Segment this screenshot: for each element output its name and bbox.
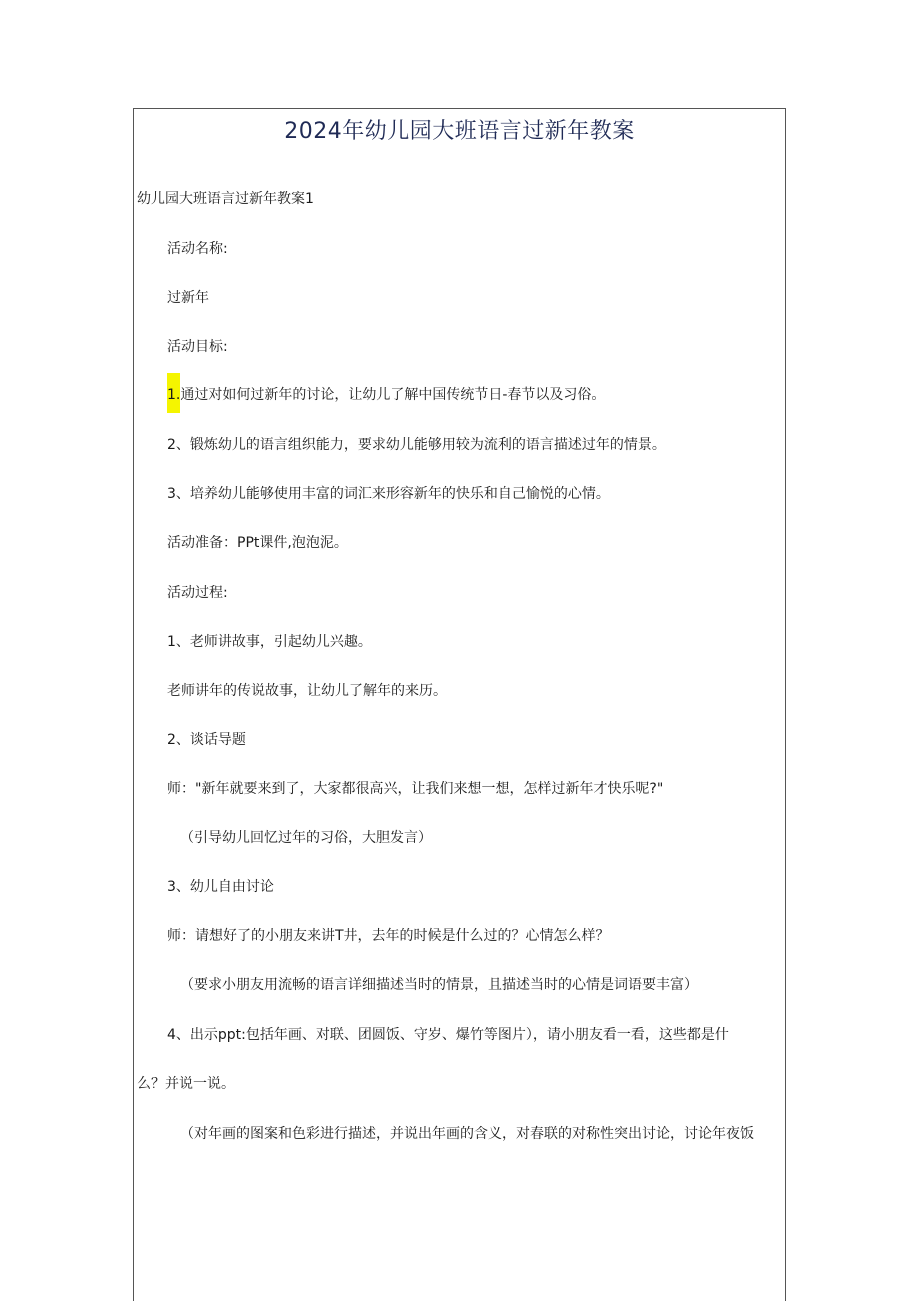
step-4-note: （对年画的图案和色彩进行描述，并说出年画的含义，对春联的对称性突出讨论，讨论年夜饭 — [180, 1126, 754, 1142]
preparation: 活动准备：PPt课件,泡泡泥。 — [167, 535, 348, 551]
step-4-line-1: 4、出示ppt:包括年画、对联、团圆饭、守岁、爆竹等图片），请小朋友看一看，这些都是什 — [167, 1027, 729, 1043]
activity-name-value: 过新年 — [167, 290, 209, 306]
process-label: 活动过程: — [167, 585, 228, 601]
step-1-detail: 老师讲年的传说故事，让幼儿了解年的来历。 — [167, 683, 447, 699]
goal-1-number-highlight: 1. — [167, 373, 180, 413]
section-heading: 幼儿园大班语言过新年教案1 — [137, 191, 314, 207]
step-3-teacher: 师：请想好了的小朋友来讲T井，去年的时候是什么过的？心情怎么样？ — [167, 928, 610, 944]
step-2-teacher: 师："新年就要来到了，大家都很高兴，让我们来想一想，怎样过新年才快乐呢?" — [167, 781, 664, 797]
step-2: 2、谈话导题 — [167, 732, 246, 748]
step-1: 1、老师讲故事，引起幼儿兴趣。 — [167, 634, 372, 650]
step-3-note: （要求小朋友用流畅的语言详细描述当时的情景，且描述当时的心情是词语要丰富） — [180, 977, 698, 993]
goal-3: 3、培养幼儿能够使用丰富的词汇来形容新年的快乐和自己愉悦的心情。 — [167, 486, 610, 502]
step-2-note: （引导幼儿回忆过年的习俗，大胆发言） — [180, 830, 432, 846]
goal-1-text: 通过对如何过新年的讨论，让幼儿了解中国传统节日-春节以及习俗。 — [180, 387, 606, 403]
goals-label: 活动目标: — [167, 339, 228, 355]
document-title: 2024年幼儿园大班语言过新年教案 — [284, 119, 635, 144]
goal-1 — [167, 385, 605, 413]
page-frame — [133, 108, 786, 1301]
step-4-line-2: 么？并说一说。 — [137, 1076, 235, 1092]
activity-name-label: 活动名称: — [167, 241, 228, 257]
step-3: 3、幼儿自由讨论 — [167, 879, 274, 895]
goal-2: 2、锻炼幼儿的语言组织能力，要求幼儿能够用较为流利的语言描述过年的情景。 — [167, 437, 666, 453]
